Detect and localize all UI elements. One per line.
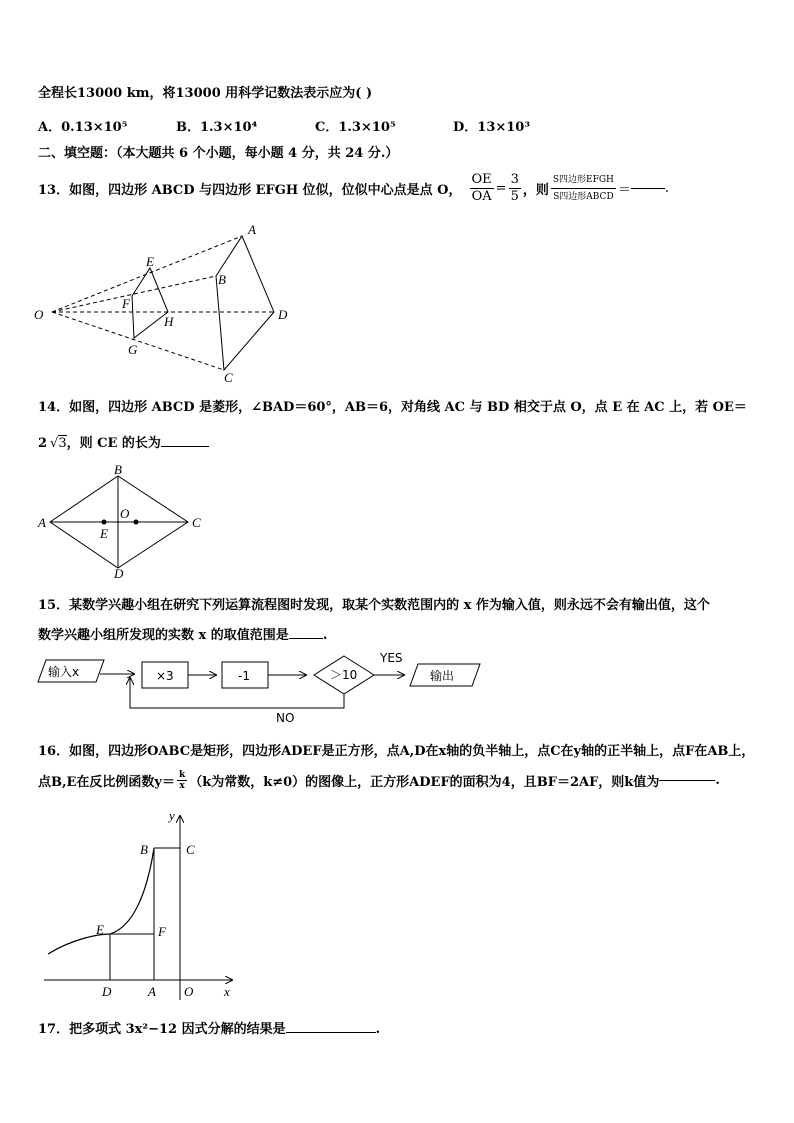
q12-option-c: C．1.3×10⁵ (315, 120, 396, 135)
q14-line2: 2 √3，则 CE 的长为 (38, 432, 209, 451)
q13-figure (30, 220, 310, 390)
q16-label-b: B (140, 842, 148, 857)
q12-option-b: B．1.3×10⁴ (176, 120, 258, 135)
q13-stem (38, 172, 669, 205)
q16-label-e: E (96, 922, 104, 937)
q14-label-d: D (114, 566, 124, 580)
q14-line1: 14．如图，四边形 ABCD 是菱形，∠BAD＝60°，AB＝6，对角线 AC 与 BD 相交于点 O，点 E 在 AC 上，若 OE＝ (38, 400, 747, 415)
q13-text-mid: ，则 (522, 183, 549, 198)
q17-answer-blank (286, 1032, 376, 1033)
q13-fraction-area: $\frac{\text{S四边形EFGH}}{\text{S四边形ABCD}}$ (551, 172, 616, 205)
q14-label-a: A (38, 515, 46, 530)
q13-answer-blank (631, 188, 665, 189)
q13-label-e: E (146, 254, 154, 269)
q16-label-a: A (148, 984, 156, 999)
q14-label-o: O (120, 506, 130, 521)
q13-fraction-3-5: $\frac{3}{5}$ (510, 172, 519, 204)
q16-label-d: D (102, 984, 112, 999)
q12-option-d: D．13×10³ (453, 120, 531, 135)
q13-label-o: O (34, 307, 44, 322)
q13-label-d: D (278, 307, 288, 322)
q14-label-c: C (192, 515, 201, 530)
q13-label-a: A (248, 222, 256, 237)
flow-output-label: 输出 (430, 669, 455, 683)
q16-label-x: x (224, 984, 230, 999)
q13-label-g: G (128, 342, 138, 357)
q13-label-h: H (164, 314, 174, 329)
q13-equals: = (495, 181, 507, 196)
q12-stem: 全程长13000 km，将13000 用科学记数法表示应为( ) (38, 86, 373, 101)
q15-answer-blank (289, 638, 323, 639)
q16-line2: 点B,E在反比例函数y＝ $\frac{k}{x}$ （k为常数，k≠0）的图像上，正方形ADEF的面积为4，且BF＝2AF，则k值为 . (38, 770, 720, 791)
q14-sqrt-radicand: 3 (58, 436, 67, 451)
q16-line1: 16．如图，四边形OABC是矩形，四边形ADEF是正方形，点A,D在x轴的负半轴上，点C在y轴的正半轴上，点F在AB上， (38, 744, 755, 759)
q13-label-f: F (122, 296, 130, 311)
q17-line: 17．把多项式 3x²−12 因式分解的结果是 . (38, 1022, 381, 1037)
q13-text-before: 13．如图，四边形 ABCD 与四边形 EFGH 位似，位似中心点是点 O， (38, 183, 462, 198)
flow-no-label: NO (276, 711, 295, 725)
q12-option-a: A．0.13×10⁵ (38, 120, 128, 135)
flow-minus1-label: -1 (238, 669, 250, 683)
q13-end: . (664, 181, 670, 196)
q16-figure (34, 810, 254, 1010)
q14-label-b: B (114, 462, 122, 477)
flow-compare-label: ＞10 (330, 668, 358, 682)
q16-label-y: y (169, 810, 175, 823)
flow-input-label: 输入x (48, 665, 80, 679)
q14-answer-blank (161, 446, 209, 447)
flow-times3-label: ×3 (156, 669, 174, 683)
q13-label-c: C (224, 370, 233, 385)
q13-equals-2: ＝ (617, 183, 631, 198)
flow-yes-label: YES (380, 651, 403, 665)
q16-answer-blank (659, 780, 715, 781)
q15-flowchart (34, 648, 494, 728)
q16-fraction-k-x: $\frac{k}{x}$ (178, 770, 186, 791)
q16-label-f: F (158, 924, 166, 939)
q15-line1: 15．某数学兴趣小组在研究下列运算流程图时发现，取某个实数范围内的 x 作为输入值，则永远不会有输出值，这个 (38, 598, 710, 613)
q14-label-e: E (100, 526, 108, 541)
section-heading: 二、填空题：（本大题共 6 个小题，每小题 4 分，共 24 分.） (38, 146, 399, 161)
q13-fraction-oe-oa: $\frac{OE}{OA}$ (471, 172, 492, 204)
q16-label-o: O (184, 984, 194, 999)
q14-figure (34, 460, 214, 580)
q15-line2: 数学兴趣小组所发现的实数 x 的取值范围是 . (38, 628, 328, 643)
q16-label-c: C (186, 842, 195, 857)
q13-label-b: B (218, 272, 226, 287)
